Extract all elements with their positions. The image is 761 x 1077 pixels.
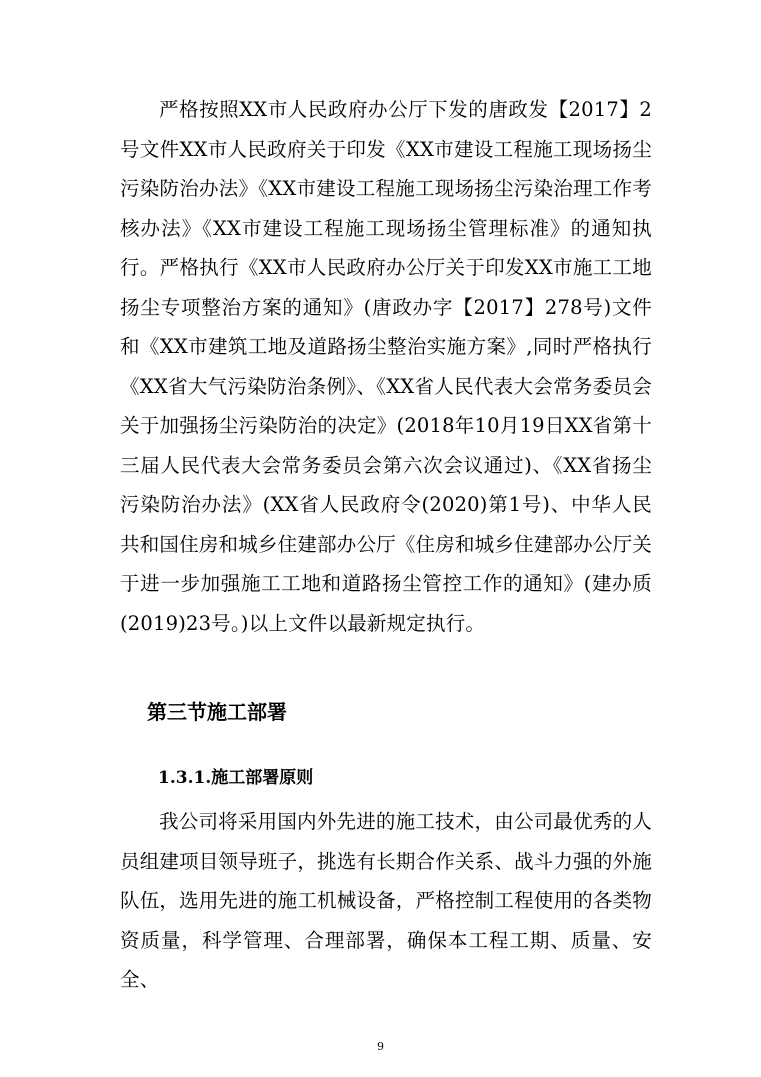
body-paragraph-regulations: 严格按照XX市人民政府办公厅下发的唐政发【2017】2号文件XX市人民政府关于印发《XX市建设工程施工现场扬尘污染防治办法》《XX市建设工程施工现场扬尘污染治理工作考核办法》《XX市建设工程施工现场扬尘管理标准》的通知执行。严格执行《XX市人民政府办公厅关于印发XX市施工工地扬尘专项整治方案的通知》(唐政办字【2017】278号)文件和《XX市建筑工地及道路扬尘整治实施方案》,同时严格执行《XX省大气污染防治条例》、《XX省人民代表大会常务委员会关于加强扬尘污染防治的决定》(2018年10月19日XX省第十三届人民代表大会常务委员会第六次会议通过)、《XX省扬尘污染防治办法》(XX省人民政府令(2020)第1号)、中华人民共和国住房和城乡住建部办公厅《住房和城乡住建部办公厅关于进一步加强施工工地和道路扬尘管控工作的通知》(建办质(2019)23号。)以上文件以最新规定执行。: [120, 98, 652, 635]
section-heading: 第三节施工部署: [147, 700, 287, 724]
page-number: 9: [377, 1040, 384, 1053]
subsection-heading: 1.3.1.施工部署原则: [158, 768, 314, 788]
body-paragraph-principles: 我公司将采用国内外先进的施工技术，由公司最优秀的人员组建项目领导班子，挑选有长期合作关系、战斗力强的外施队伍，选用先进的施工机械设备，严格控制工程使用的各类物资质量，科学管理、合理部署，确保本工程工期、质量、安全、: [120, 810, 652, 991]
